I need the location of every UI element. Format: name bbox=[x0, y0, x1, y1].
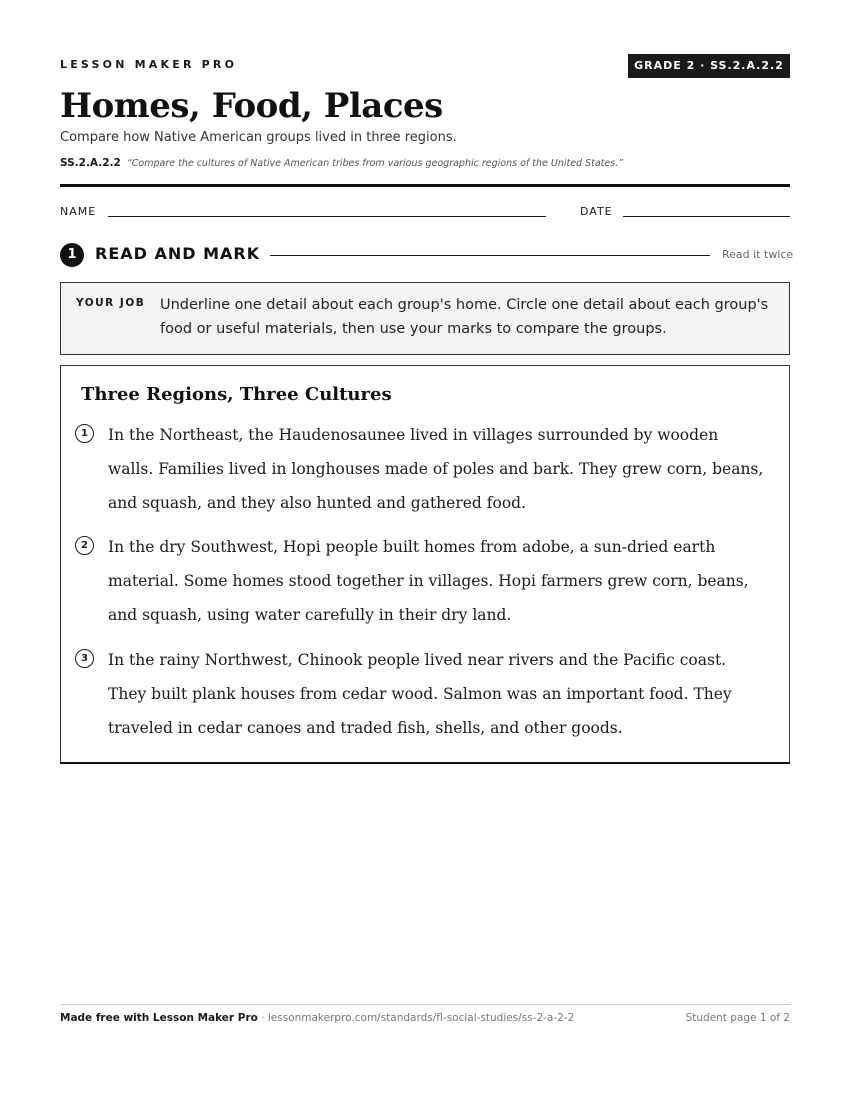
instructions-text: Underline one detail about each group's home. Circle one detail about each group's food or useful materials, then use your marks to compare the groups. bbox=[160, 297, 769, 337]
footer-made-with: Made free with Lesson Maker Pro bbox=[60, 1012, 258, 1024]
step-number-badge: 1 bbox=[60, 243, 84, 267]
instructions-box bbox=[60, 282, 790, 355]
footer-divider bbox=[60, 1004, 790, 1005]
step-note: Read it twice bbox=[722, 248, 794, 261]
brand-name: LESSON MAKER PRO bbox=[60, 58, 238, 71]
passage-paragraph-2: In the dry Southwest, Hopi people built homes from adobe, a sun-dried earth material. Some homes stood together in villages. Hopi farmers grew corn, beans, and squash, using water carefully in their dry land. bbox=[108, 538, 749, 624]
name-label: NAME bbox=[60, 205, 97, 218]
date-label: DATE bbox=[580, 205, 613, 218]
step-divider bbox=[270, 255, 710, 256]
reading-passage bbox=[60, 365, 790, 764]
page-subtitle: Compare how Native American groups lived in three regions. bbox=[60, 130, 457, 145]
date-field[interactable] bbox=[623, 216, 790, 217]
paragraph-number-1: 1 bbox=[75, 424, 94, 443]
standard-text: “Compare the cultures of Native American tribes from various geographic regions of the United States.” bbox=[126, 158, 624, 169]
footer-page-number: Student page 1 of 2 bbox=[685, 1012, 790, 1024]
grade-badge: GRADE 2 · SS.2.A.2.2 bbox=[628, 54, 790, 78]
paragraph-number-3: 3 bbox=[75, 649, 94, 668]
step-title: READ AND MARK bbox=[95, 244, 261, 263]
header-divider bbox=[60, 184, 790, 187]
name-field[interactable] bbox=[108, 216, 546, 217]
paragraph-number-2: 2 bbox=[75, 536, 94, 555]
footer-credit bbox=[60, 1012, 574, 1024]
passage-paragraph-3: In the rainy Northwest, Chinook people lived near rivers and the Pacific coast. They built plank houses from cedar wood. Salmon was an important food. They traveled in cedar canoes and traded fish, shells, and other goods. bbox=[108, 651, 732, 737]
page-title: Homes, Food, Places bbox=[60, 86, 443, 126]
passage-title: Three Regions, Three Cultures bbox=[81, 384, 392, 405]
standard-code: SS.2.A.2.2 bbox=[60, 157, 121, 169]
footer-url[interactable]: · lessonmakerpro.com/standards/fl-social-studies/ss-2-a-2-2 bbox=[257, 1012, 575, 1024]
passage-paragraph-1: In the Northeast, the Haudenosaunee lived in villages surrounded by wooden walls. Families lived in longhouses made of poles and bark. They grew corn, beans, and squash, and they also hunted and gathered food. bbox=[108, 426, 764, 512]
standard-line bbox=[60, 157, 623, 169]
instructions-label: YOUR JOB bbox=[76, 297, 146, 309]
